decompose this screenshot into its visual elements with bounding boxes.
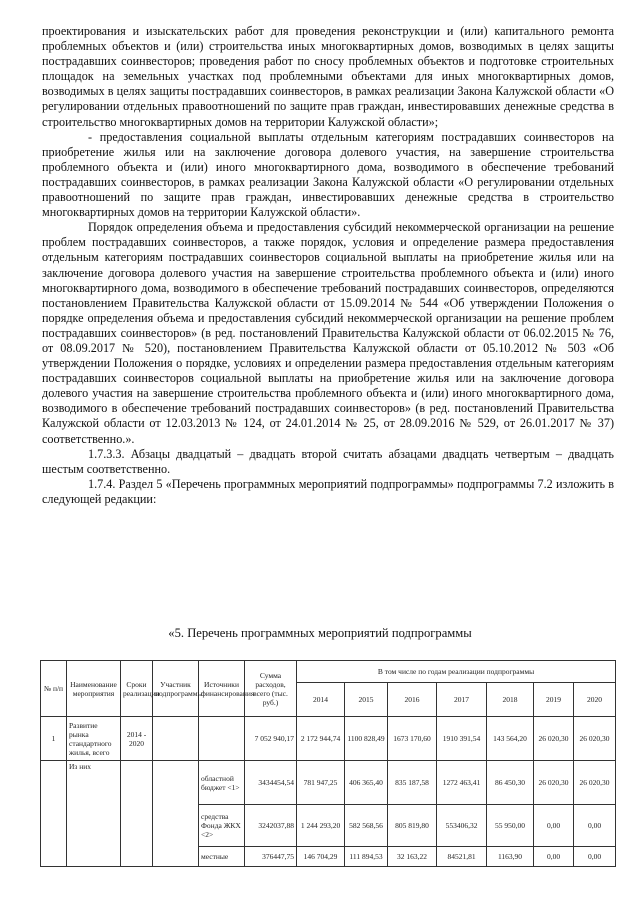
- row-total: 376447,75: [245, 847, 297, 867]
- paragraph-continuation: проектирования и изыскательских работ для проведения реконструкции и (или) капитального ремонта проблемных объектов и (или) строительства иных многоквартирных домов, возводимых в целях защиты пострадавших соинвесторов; проведения работ по сносу проблемных объектов и подготовке строительных площадок на земельных участках под проблемными объектами для иных многоквартирных домов, возводимых в целях защиты пострадавших соинвесторов, в рамках реализации Закона Калужской области «О регулировании отдельных правоотношений по защите прав граждан, инвестировавших денежные средства в строительство многоквартирных домов на территории Калужской области»;: [42, 24, 614, 129]
- row-value: 26 020,30: [574, 761, 616, 805]
- row-value: 553406,32: [437, 805, 487, 847]
- header-year: 2017: [437, 683, 487, 717]
- row-participants: [153, 717, 199, 761]
- row-source: средства Фонда ЖКХ <2>: [199, 805, 245, 847]
- row-value: 1272 463,41: [437, 761, 487, 805]
- row-value: 26 020,30: [534, 761, 574, 805]
- row-value: 1 244 293,20: [297, 805, 345, 847]
- header-year: 2018: [487, 683, 534, 717]
- row-value: 55 950,00: [487, 805, 534, 847]
- row-value: 0,00: [574, 805, 616, 847]
- table-row: [41, 717, 616, 761]
- row-value: 582 568,56: [345, 805, 388, 847]
- row-value: 2 172 944,74: [297, 717, 345, 761]
- paragraph-social-payment: - предоставления социальной выплаты отдельным категориям пострадавших соинвесторов на приобретение жилья или на заключение договора долевого участия, на завершение строительства проблемного объекта и (или) иного многоквартирного дома, возводимого в обеспечение требований пострадавших соинвесторов, в рамках реализации Закона Калужской области «О регулировании отдельных правоотношений по защите прав граждан, инвестировавших денежные средства в строительство многоквартирных домов на территории Калужской области».: [42, 129, 614, 220]
- header-num: № п/п: [41, 661, 67, 717]
- row-value: 26 020,30: [534, 717, 574, 761]
- row-value: 406 365,40: [345, 761, 388, 805]
- group-label: Из них: [67, 761, 121, 867]
- section-heading: «5. Перечень программных мероприятий подпрограммы: [168, 626, 472, 640]
- row-value: 111 894,53: [345, 847, 388, 867]
- header-year: 2014: [297, 683, 345, 717]
- row-value: 143 564,20: [487, 717, 534, 761]
- row-total: 3434454,54: [245, 761, 297, 805]
- row-value: 0,00: [574, 847, 616, 867]
- header-term: Сроки реализации: [121, 661, 153, 717]
- header-name: Наименование мероприятия: [67, 661, 121, 717]
- row-source: областной бюджет <1>: [199, 761, 245, 805]
- row-total: 3242037,88: [245, 805, 297, 847]
- header-year: 2015: [345, 683, 388, 717]
- header-year: 2016: [388, 683, 437, 717]
- row-source: местные: [199, 847, 245, 867]
- row-value: 1673 170,60: [388, 717, 437, 761]
- row-term: 2014 - 2020: [121, 717, 153, 761]
- row-value: 805 819,80: [388, 805, 437, 847]
- row-value: 32 163,22: [388, 847, 437, 867]
- body-text: [42, 24, 614, 507]
- row-value: 84521,81: [437, 847, 487, 867]
- row-value: 835 187,58: [388, 761, 437, 805]
- paragraph-1-7-3-3: 1.7.3.3. Абзацы двадцатый – двадцать второй считать абзацами двадцать четвертым – двадцать шестым соответственно.: [42, 446, 614, 476]
- program-activities-table: [40, 660, 616, 867]
- row-value: 1100 828,49: [345, 717, 388, 761]
- row-value: 781 947,25: [297, 761, 345, 805]
- row-value: 0,00: [534, 805, 574, 847]
- row-total: 7 052 940,17: [245, 717, 297, 761]
- row-value: 1163,90: [487, 847, 534, 867]
- row-name: Развитие рынка стандартного жилья, всего: [67, 717, 121, 761]
- row-value: 146 704,29: [297, 847, 345, 867]
- header-participants: Участник подпрограммы: [153, 661, 199, 717]
- row-source: [199, 717, 245, 761]
- header-total: Сумма расходов, всего (тыс. руб.): [245, 661, 297, 717]
- row-value: 0,00: [534, 847, 574, 867]
- row-num: 1: [41, 717, 67, 761]
- row-value: 86 450,30: [487, 761, 534, 805]
- paragraph-procedure: Порядок определения объема и предоставления субсидий некоммерческой организации на решение проблем пострадавших соинвесторов, а также порядок, условия и определение размера предоставления отдельным категориям пострадавших соинвесторов социальной выплаты на приобретение жилья или на заключение договора долевого участия на завершение строительства проблемного объекта и (или) иного многоквартирного дома, возводимого в обеспечение требований пострадавших соинвесторов, определяются постановлением Правительства Калужской области от 15.09.2014 № 544 «Об утверждении Положения о порядке определения объема и предоставления субсидий некоммерческой организации на решение проблем пострадавших соинвесторов» (в ред. постановлений Правительства Калужской области от 06.02.2015 № 76, от 08.09.2017 № 520), постановлением Правительства Калужской области от 05.10.2012 № 503 «Об утверждении Положения о порядке, условиях и определении размера предоставления отдельным категориям пострадавших соинвесторов социальной выплаты на приобретение жилья или на заключение договора долевого участия на завершение строительства проблемного объекта и (или) иного многоквартирного дома, возводимого в обеспечение требований пострадавших соинвесторов» (в ред. постановлений Правительства Калужской области от 12.03.2013 № 124, от 24.01.2014 № 25, от 28.09.2016 № 529, от 26.01.2017 № 37) соответственно.».: [42, 220, 614, 446]
- table-row: [41, 761, 616, 805]
- header-by-years: В том числе по годам реализации подпрограммы: [297, 661, 616, 683]
- row-value: 1910 391,54: [437, 717, 487, 761]
- header-year: 2019: [534, 683, 574, 717]
- paragraph-1-7-4: 1.7.4. Раздел 5 «Перечень программных мероприятий подпрограммы» подпрограммы 7.2 изложить в следующей редакции:: [42, 476, 614, 506]
- header-year: 2020: [574, 683, 616, 717]
- header-sources: Источники финансирования: [199, 661, 245, 717]
- row-value: 26 020,30: [574, 717, 616, 761]
